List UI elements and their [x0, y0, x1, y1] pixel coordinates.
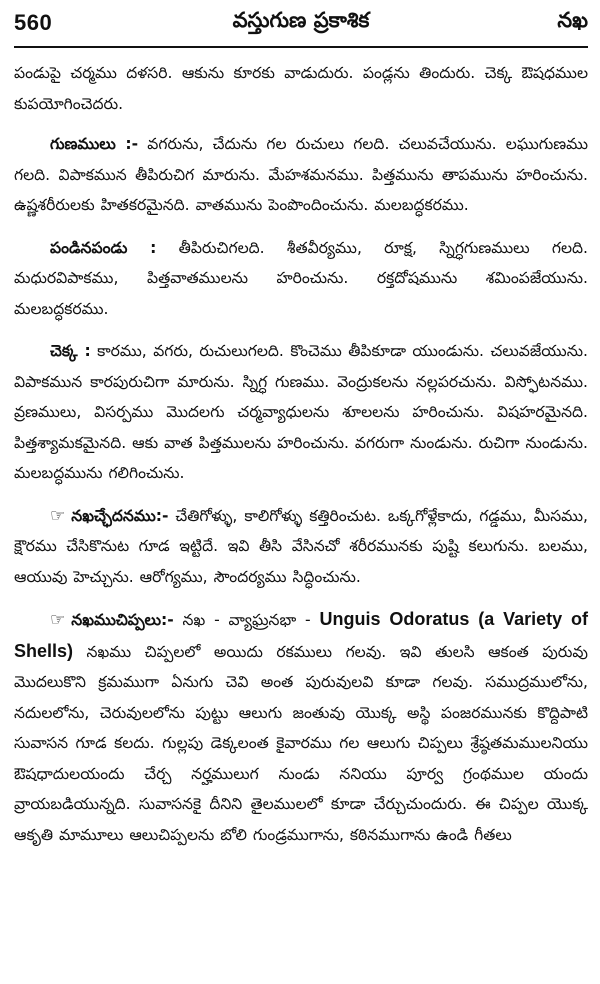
paragraph-text: కారము, వగరు, రుచులుగలది. కొంచెము తీపికూడా యుండును. చలువజేయును. విపాకమున కారపురుచిగా మారును. స్నిగ్ధ గుణము. వెంద్రుకలను నల్లపరచును. విస్ఫోటనము. వ్రణములు, విసర్పము మొదలగు చర్మవ్యాధులను శూలలను హరించును. విషహరమైనది. పిత్తశ్యామకమైనది. ఆకు వాత పిత్తములను హరించును. వగరుగా నుండును. రుచిగా నుండును. మలబద్ధమును గలిగించును.	[14, 342, 588, 482]
paragraph-heading: నఖముచిప్పలు:-	[71, 611, 174, 629]
paragraph-chekka	[14, 336, 588, 489]
paragraph-text: నఖము చిప్పలలో అయిదు రకములు గలవు. ఇవి తులసి ఆకంత పురువు మొదలుకొని క్రమముగా ఏనుగు చెవి అంత పురువులవి కూడా గలవు. సముద్రములోను, నదులలోను, చెరువులలోను పుట్టు ఆలుగు జంతువు యొక్క అస్థి పంజరమునకు కొద్దిపాటి సువాసన గూడ కలదు. గుల్లపు డెక్కలంత కైవారము గల ఆలుగు చిప్పలు శ్రేష్ఠతమములనియు ఔషధాదులయందు చేర్చ నర్హములుగ నుండు ననియు పూర్వ గ్రంథముల యందు వ్రాయబడియున్నది. సువాసనకై దీనిని తైలములలో కూడా చేర్చుచుందురు. ఈ చిప్పల యొక్క ఆకృతి మామూలు ఆలుచిప్పలను బోలి గుండ్రముగాను, కఠినముగాను ఉండి గీతలు	[14, 642, 588, 844]
paragraph-heading: గుణములు :-	[50, 135, 139, 153]
page-header	[14, 0, 588, 48]
paragraph-text: తీపిరుచిగలది. శీతవీర్యము, రూక్ష, స్నిగ్ధగుణములు గలది. మధురవిపాకము, పిత్తవాతములను హరించును. రక్తదోషమును శమింపజేయును. మలబద్ధకరము.	[14, 238, 588, 318]
paragraph-text-prefix: నఖ - వ్యాఘ్రనభా -	[173, 611, 320, 629]
paragraph-text: వగరును, చేదును గల రుచులు గలది. చలువచేయును. లఘుగుణము గలది. విపాకమున తీపిరుచిగ మారును. మేహశమనము. పిత్తమును తాపమును హరించును. ఉష్ణశరీరులకు హితకరమైనది. వాతమును పెంపొందించును. మలబద్ధకరము.	[14, 135, 588, 214]
latin-name: Unguis Odoratus (a Variety of Shells)	[14, 609, 589, 661]
paragraph-pandinapandu	[14, 233, 588, 325]
pointing-hand-icon: ☞	[50, 505, 66, 526]
paragraph-heading: చెక్క :	[50, 342, 91, 360]
entry-word: నఖ	[557, 8, 588, 32]
pointing-hand-icon: ☞	[50, 610, 66, 630]
paragraph-intro	[14, 58, 588, 119]
paragraph-nakhachchedanamu	[14, 501, 588, 593]
paragraph-text: చేతిగోళ్ళు, కాలిగోళ్ళు కత్తిరించుట. ఒక్కగోళ్లేకాదు, గడ్డము, మీసము, క్షౌరము చేసికొనుట గూడ ఇట్టిదే. ఇవి తీసి వేసినచో శరీరమునకు పుష్టి కలుగును. బలము, ఆయువు హెచ్చును. ఆరోగ్యము, సౌందర్యము సిద్ధించును.	[14, 506, 588, 586]
paragraph-heading: పండినపండు :	[50, 238, 157, 257]
page-number: 560	[14, 10, 53, 35]
paragraph-text: పండుపై చర్మము దళసరి. ఆకును కూరకు వాడుదురు. పండ్లను తిందురు. చెక్క ఔషధముల కుపయోగించెదరు.	[14, 64, 588, 113]
paragraph-nakhamuchippalu	[14, 604, 588, 850]
page-body	[14, 48, 588, 850]
paragraph-heading: నఖచ్ఛేదనము:-	[71, 506, 169, 525]
paragraph-gunamulu	[14, 129, 588, 221]
running-title: వస్తుగుణ ప్రకాశిక	[232, 8, 370, 32]
